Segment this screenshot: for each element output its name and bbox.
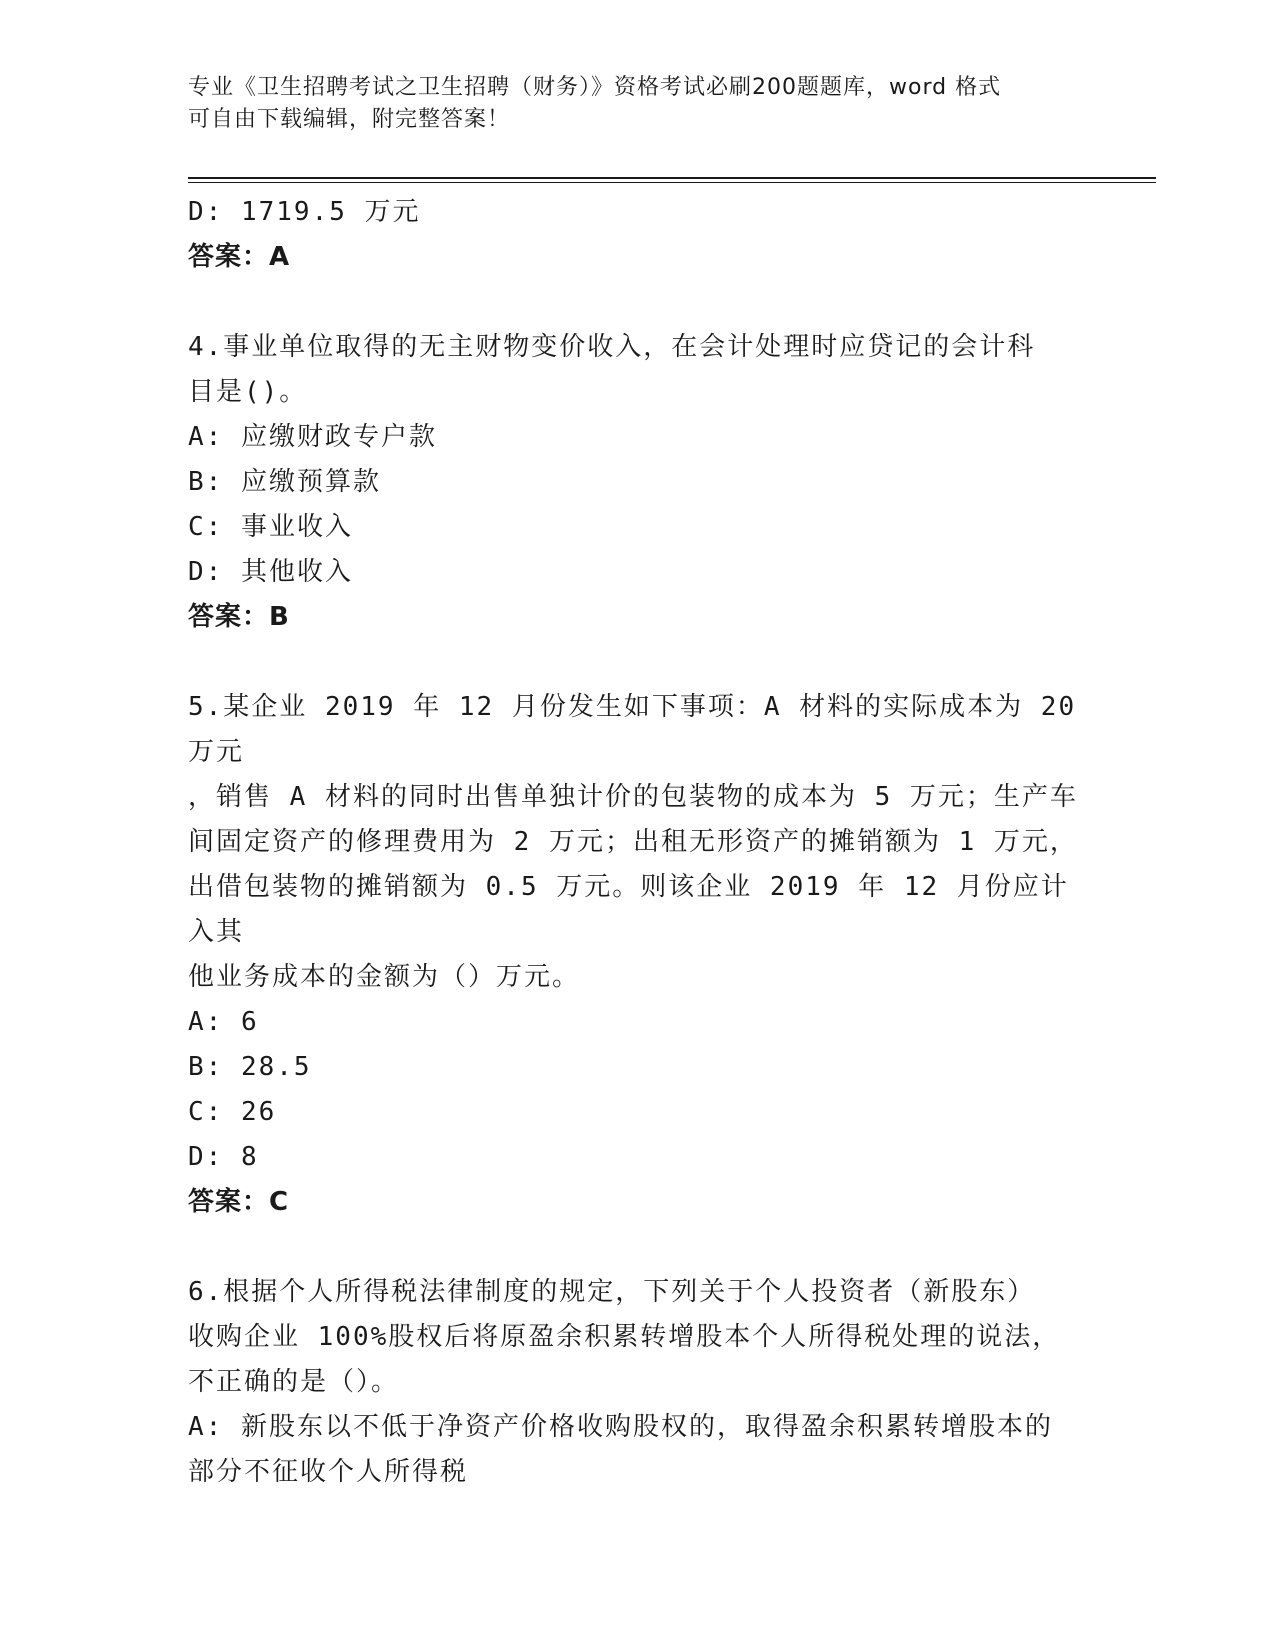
question-stem: 5.某企业 2019 年 12 月份发生如下事项：A 材料的实际成本为 20 万元 <box>188 692 1077 767</box>
question-stem: 出借包装物的摊销额为 0.5 万元。则该企业 2019 年 12 月份应计入其 <box>188 872 1069 947</box>
option-c: C: 26 <box>188 1097 277 1127</box>
option-a: A: 6 <box>188 1007 259 1037</box>
option-d: D: 8 <box>188 1142 259 1172</box>
header-divider-thin <box>188 182 1156 183</box>
option-a-continued: 部分不征收个人所得税 <box>188 1457 469 1487</box>
previous-question-tail <box>188 190 1088 280</box>
option-d: D: 其他收入 <box>188 557 353 587</box>
option-c: C: 事业收入 <box>188 512 353 542</box>
question-5 <box>188 685 1088 1225</box>
header-line-2: 可自由下载编辑，附完整答案！ <box>188 107 511 132</box>
option-a: A: 新股东以不低于净资产价格收购股权的，取得盈余积累转增股本的 <box>188 1412 1053 1442</box>
question-stem: 4.事业单位取得的无主财物变价收入，在会计处理时应贷记的会计科 <box>188 332 1036 362</box>
question-stem: 间固定资产的修理费用为 2 万元；出租无形资产的摊销额为 1 万元， <box>188 827 1078 857</box>
answer-line: 答案：B <box>188 602 290 632</box>
question-stem: 收购企业 100%股权后将原盈余积累转增股本个人所得税处理的说法， <box>188 1322 1061 1352</box>
question-stem: 6.根据个人所得税法律制度的规定，下列关于个人投资者（新股东） <box>188 1277 1036 1307</box>
question-stem: 目是()。 <box>188 377 308 407</box>
answer-line: 答案：A <box>188 242 291 272</box>
header-line-1: 专业《卫生招聘考试之卫生招聘（财务）》资格考试必刷200题题库，word 格式 <box>188 75 1002 100</box>
answer-line: 答案：C <box>188 1187 290 1217</box>
question-6 <box>188 1270 1088 1495</box>
option-b: B: 应缴预算款 <box>188 467 381 497</box>
question-stem: ，销售 A 材料的同时出售单独计价的包装物的成本为 5 万元；生产车 <box>188 782 1078 812</box>
option-a: A: 应缴财政专户款 <box>188 422 437 452</box>
document-header <box>188 72 1068 136</box>
question-stem: 他业务成本的金额为（）万元。 <box>188 962 581 992</box>
header-divider <box>188 177 1156 179</box>
option-b: B: 28.5 <box>188 1052 312 1082</box>
question-stem: 不正确的是（）。 <box>188 1367 400 1397</box>
document-body <box>188 190 1088 1495</box>
option-d: D: 1719.5 万元 <box>188 197 421 227</box>
question-4 <box>188 325 1088 640</box>
